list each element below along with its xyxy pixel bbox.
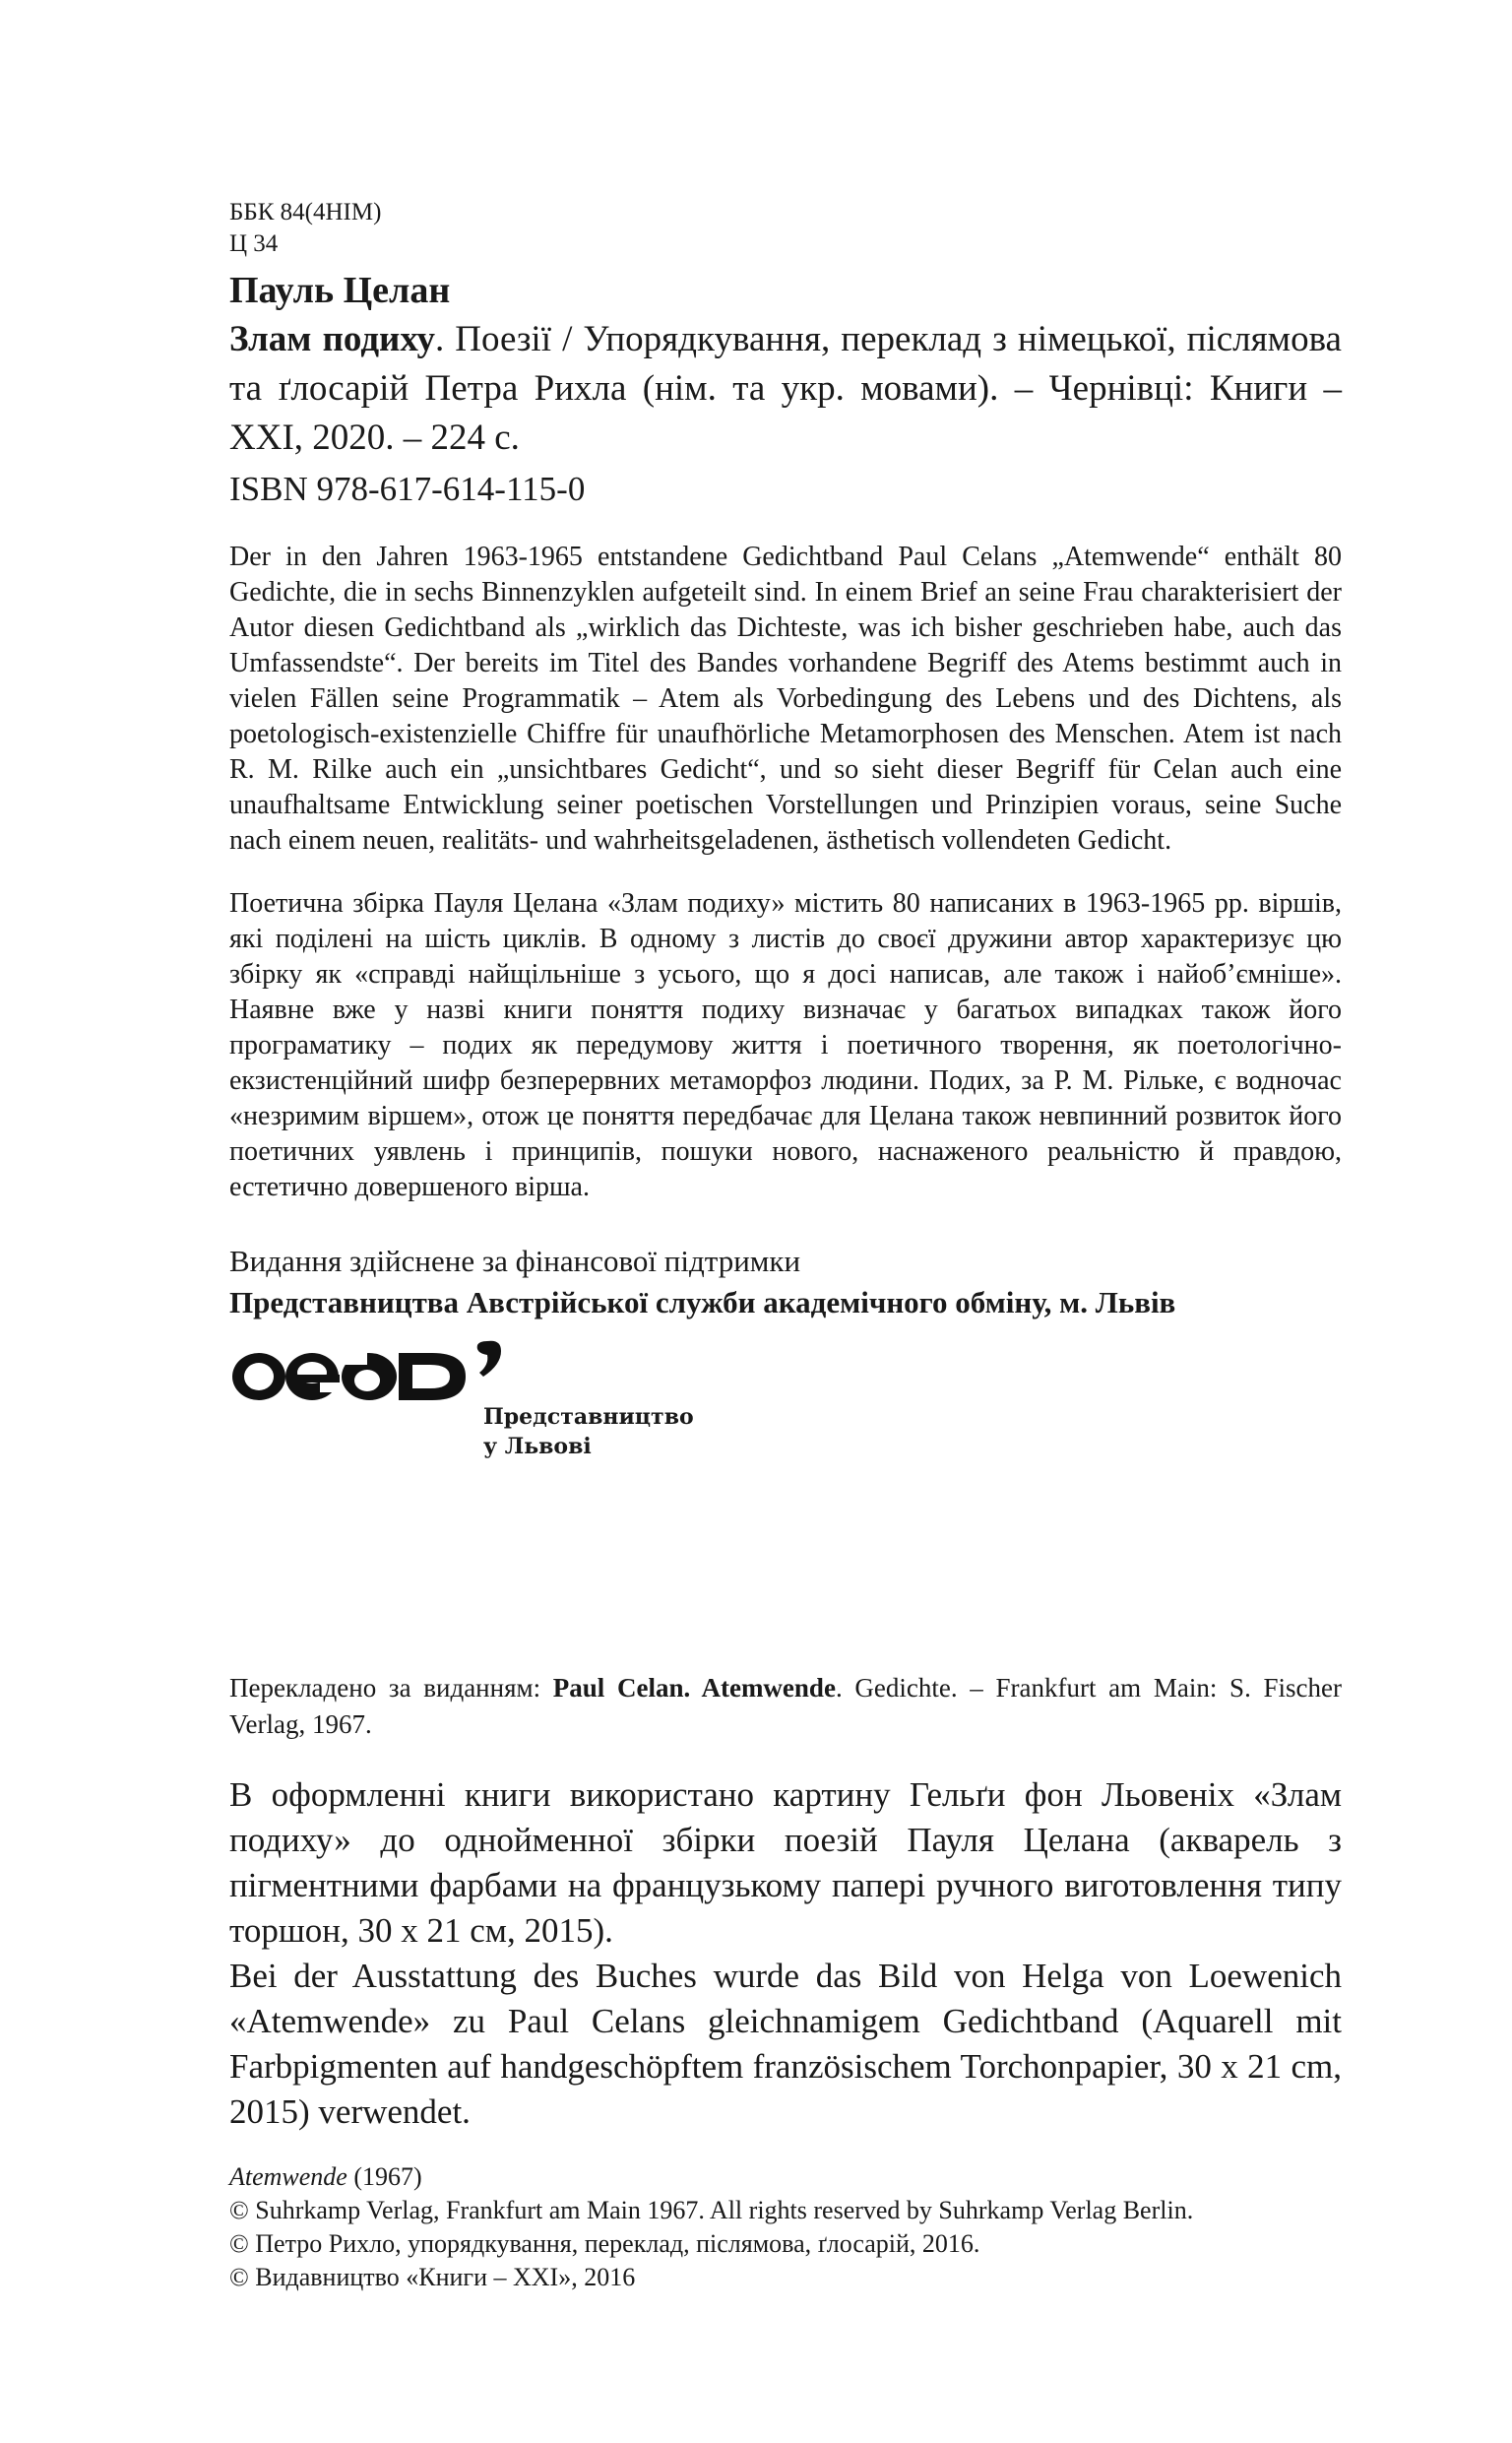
bibliographic-details: . Поезії / Упорядкування, переклад з німецької, післямова та ґлосарій Петра Рихла (нім. та укр. мовами). – Чернівці: Книги – ХХІ, 2020. – 224 с.	[229, 319, 1342, 458]
copyright-block	[229, 2160, 1342, 2294]
author-name: Пауль Целан	[229, 270, 451, 311]
original-work-year: (1967)	[346, 2162, 422, 2191]
original-work	[229, 2160, 1342, 2194]
logo-caption-line2: у Львові	[483, 1434, 592, 1459]
logo-caption	[483, 1402, 694, 1461]
original-work-title: Atemwende	[229, 2162, 347, 2191]
isbn: ISBN 978-617-614-115-0	[229, 470, 586, 508]
abstract-ukrainian: Поетична збірка Пауля Целана «Злам подиху» містить 80 написаних в 1963-1965 рр. віршів, які поділені на шість циклів. В одному з листів до своєї дружини автор характеризує цю збірку як «справді найщільніше з усього, що я досі написав, але також і найоб’ємніше». Наявне вже у назві книги поняття подиху визначає у багатьох випадках також його програматику – подих як передумову життя і поетичного творення, як поетологічно-екзистенційний шифр безперервних метаморфоз людини. Подих, за Р. М. Рільке, є водночас «незримим віршем», отож це поняття передбачає для Целана також невпинний розвиток його поетичних уявлень і принципів, пошуки нового, наснаженого реальністю й правдою, естетично довершеного вірша.	[229, 888, 1342, 1202]
translation-prefix: Перекладено за виданням:	[229, 1673, 553, 1703]
abstract-german: Der in den Jahren 1963-1965 entstandene Gedichtband Paul Celans „Atemwende“ enthält 80 Gedichte, die in sechs Binnenzyklen aufgeteilt sind. In einem Brief an seine Frau charakterisiert der Autor diesen Gedichtband als „wirklich das Dichteste, was ich bisher geschrieben habe, auch das Umfassendste“. Der bereits im Titel des Bandes vorhandene Begriff des Atems bestimmt auch in vielen Fällen seine Programmatik – Atem als Vorbedingung des Lebens und des Dichtens, als poetologisch-existenzielle Chiffre für unaufhörliche Metamorphosen des Menschen. Atem ist nach R. M. Rilke auch ein „unsichtbares Gedicht“, und so sieht dieser Begriff für Celan auch eine unaufhaltsame Entwicklung seiner poetischen Vorstellungen und Prinzipien voraus, seine Suche nach einem neuen, realitäts- und wahrheitsgeladenen, ästhetisch vollendeten Gedicht.	[229, 542, 1342, 856]
funding-notice	[229, 1241, 1342, 1323]
cover-design-german: Bei der Ausstattung des Buches wurde das Bild von Helga von Loewenich «Atemwende» zu Paul Celans gleichnamigem Gedichtband (Aquarell mit Farbpigmenten auf handgeschöpftem französischem Torchonpapier, 30 x 21 cm, 2015) verwendet.	[229, 1957, 1342, 2131]
copyright-line: © Видавництво «Книги – ХХІ», 2016	[229, 2263, 636, 2291]
bbk-code: ББК 84(4НІМ)	[229, 199, 382, 225]
copyright-line: © Suhrkamp Verlag, Frankfurt am Main 1967. All rights reserved by Suhrkamp Verlag Berlin.	[229, 2196, 1194, 2224]
cover-design-note	[229, 1772, 1342, 2135]
translation-source	[229, 1670, 1342, 1743]
bibliographic-description	[229, 315, 1342, 463]
logo-caption-line1: Представництво	[483, 1404, 694, 1430]
copyright-line: © Петро Рихло, упорядкування, переклад, післямова, ґлосарій, 2016.	[229, 2229, 980, 2258]
cover-design-ukrainian: В оформленні книги використано картину Гельґи фон Льовеніх «Злам подиху» до однойменної збірки поезій Пауля Целана (акварель з пігментними фарбами на французькому папері ручного виготовлення типу торшон, 30 х 21 см, 2015).	[229, 1775, 1342, 1950]
author-mark: Ц 34	[229, 230, 279, 257]
funding-organization: Представництва Австрійської служби академічного обміну, м. Львів	[229, 1285, 1176, 1319]
classification-block	[229, 197, 1342, 260]
oead-wordmark-logo	[229, 1337, 525, 1406]
book-title: Злам подиху	[229, 319, 435, 359]
source-details: . Gedichte. – Frankfurt am Main: S. Fischer Verlag, 1967.	[229, 1673, 1342, 1739]
imprint-page	[229, 197, 1342, 2294]
funding-line: Видання здійснене за фінансової підтримки	[229, 1244, 801, 1278]
oead-logo	[229, 1337, 1342, 1475]
source-work: Paul Celan. Atemwende	[552, 1673, 836, 1703]
